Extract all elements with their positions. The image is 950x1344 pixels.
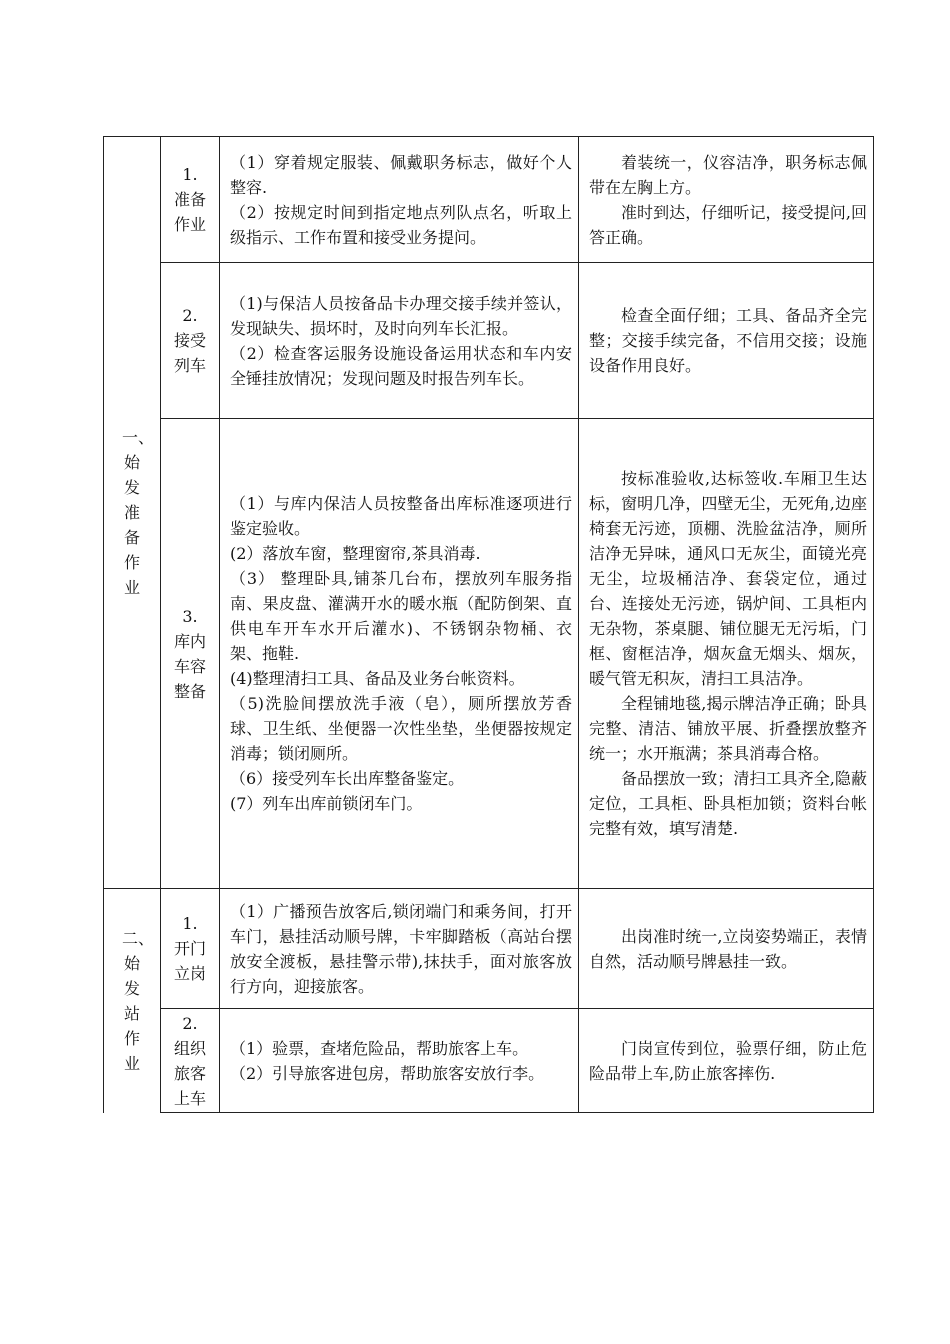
standard-item: 检查全面仔细；工具、备品齐全完整；交接手续完备，不信用交接；设施设备作用良好。 [589, 306, 867, 375]
standard-item: 着装统一，仪容洁净，职务标志佩带在左胸上方。 [589, 152, 867, 197]
standard-cell [579, 263, 874, 419]
step-label: 准备作业 [173, 190, 206, 234]
standard-cell [579, 137, 874, 263]
standard-item: 备品摆放一致；清扫工具齐全,隐蔽定位，工具柜、卧具柜加锁；资料台帐完整有效，填写清楚. [589, 769, 867, 838]
standard-item: 门岗宣传到位，验票仔细，防止危险品带上车,防止旅客摔伤. [589, 1038, 867, 1083]
procedure-cell [220, 137, 579, 263]
step-number: 1. [182, 914, 198, 933]
step-number: 2. [182, 306, 198, 325]
step-number: 3. [182, 606, 198, 626]
work-standard-table [103, 136, 874, 1113]
procedure-item: （5)洗脸间摆放洗手液（皂），厕所摆放芳香球、卫生纸、坐便器一次性坐垫，坐便器按规定消毒；锁闭厕所。 [230, 694, 572, 763]
table-row [104, 137, 874, 263]
section-title-cell [104, 137, 161, 889]
procedure-item: （6）接受列车长出库整备鉴定。 [230, 769, 465, 788]
step-cell [161, 419, 220, 889]
step-label: 接受列车 [173, 331, 206, 375]
procedure-item: （1）广播预告放客后,锁闭端门和乘务间，打开车门，悬挂活动顺号牌，卡牢脚踏板（高站台摆放安全渡板，悬挂警示带),抹扶手，面对旅客放行方向，迎接旅客。 [230, 901, 572, 996]
step-cell [161, 263, 220, 419]
procedure-item: （3） 整理卧具,铺茶几台布，摆放列车服务指南、果皮盘、灌满开水的暖水瓶（配防倒架、直供电车开车水开后灌水)、不锈钢杂物桶、衣架、拖鞋. [230, 569, 572, 663]
standard-item: 准时到达，仔细听记，接受提问,回答正确。 [589, 202, 867, 247]
step-cell [161, 137, 220, 263]
procedure-item: （1）验票，查堵危险品，帮助旅客上车。 [230, 1038, 529, 1058]
section-title-cell [104, 889, 161, 1113]
step-label: 开门立岗 [173, 939, 206, 983]
standard-item: 全程铺地毯,揭示牌洁净正确；卧具完整、清洁、铺放平展、折叠摆放整齐统一；水开瓶满；茶具消毒合格。 [589, 694, 867, 763]
procedure-item: （1）与库内保洁人员按整备出库标准逐项进行鉴定验收。 [230, 494, 572, 538]
section-title: 二、始发站作业 [122, 928, 155, 1073]
step-cell [161, 1009, 220, 1113]
step-label: 库内车容整备 [173, 631, 206, 701]
table-row [104, 263, 874, 419]
step-cell [161, 889, 220, 1009]
section-title: 一、始发准备作业 [122, 428, 155, 597]
standard-item: 按标准验收,达标签收.车厢卫生达标，窗明几净，四壁无尘，无死角,边座椅套无污迹，顶棚、洗脸盆洁净，厕所洁净无异味，通风口无灰尘，面镜光亮无尘，垃圾桶洁净、套袋定位，通过台、连接处无污迹，锅炉间、工具柜内无杂物，茶桌腿、铺位腿无无污垢，门框、窗框洁净，烟灰盒无烟头、烟灰，暖气管无积灰，清扫工具洁净。 [589, 469, 867, 688]
step-number: 2. [182, 1013, 198, 1033]
standard-item: 出岗准时统一,立岗姿势端正，表情自然，活动顺号牌悬挂一致。 [589, 926, 867, 971]
procedure-item: （2）检查客运服务设施设备运用状态和车内安全锤挂放情况；发现问题及时报告列车长。 [230, 343, 572, 388]
procedure-cell [220, 889, 579, 1009]
procedure-cell [220, 419, 579, 889]
procedure-cell [220, 263, 579, 419]
standard-cell [579, 889, 874, 1009]
table-row [104, 1009, 874, 1113]
standard-cell [579, 1009, 874, 1113]
step-label: 组织旅客上车 [173, 1038, 206, 1108]
procedure-item: （1）穿着规定服装、佩戴职务标志，做好个人整容. [230, 152, 572, 197]
procedure-item: (4)整理清扫工具、备品及业务台帐资料。 [230, 669, 525, 688]
procedure-item: (2）落放车窗，整理窗帘,茶具消毒. [230, 544, 481, 563]
standard-cell [579, 419, 874, 889]
procedure-item: （2）按规定时间到指定地点列队点名，听取上级指示、工作布置和接受业务提问。 [230, 202, 572, 247]
table-row [104, 419, 874, 889]
procedure-item: （2）引导旅客进包房，帮助旅客安放行李。 [230, 1063, 545, 1083]
step-number: 1. [182, 165, 198, 184]
procedure-item: （1)与保洁人员按备品卡办理交接手续并签认，发现缺失、损坏时，及时向列车长汇报。 [230, 293, 572, 338]
table-row [104, 889, 874, 1009]
procedure-cell [220, 1009, 579, 1113]
procedure-item: (7）列车出库前锁闭车门。 [230, 794, 423, 813]
